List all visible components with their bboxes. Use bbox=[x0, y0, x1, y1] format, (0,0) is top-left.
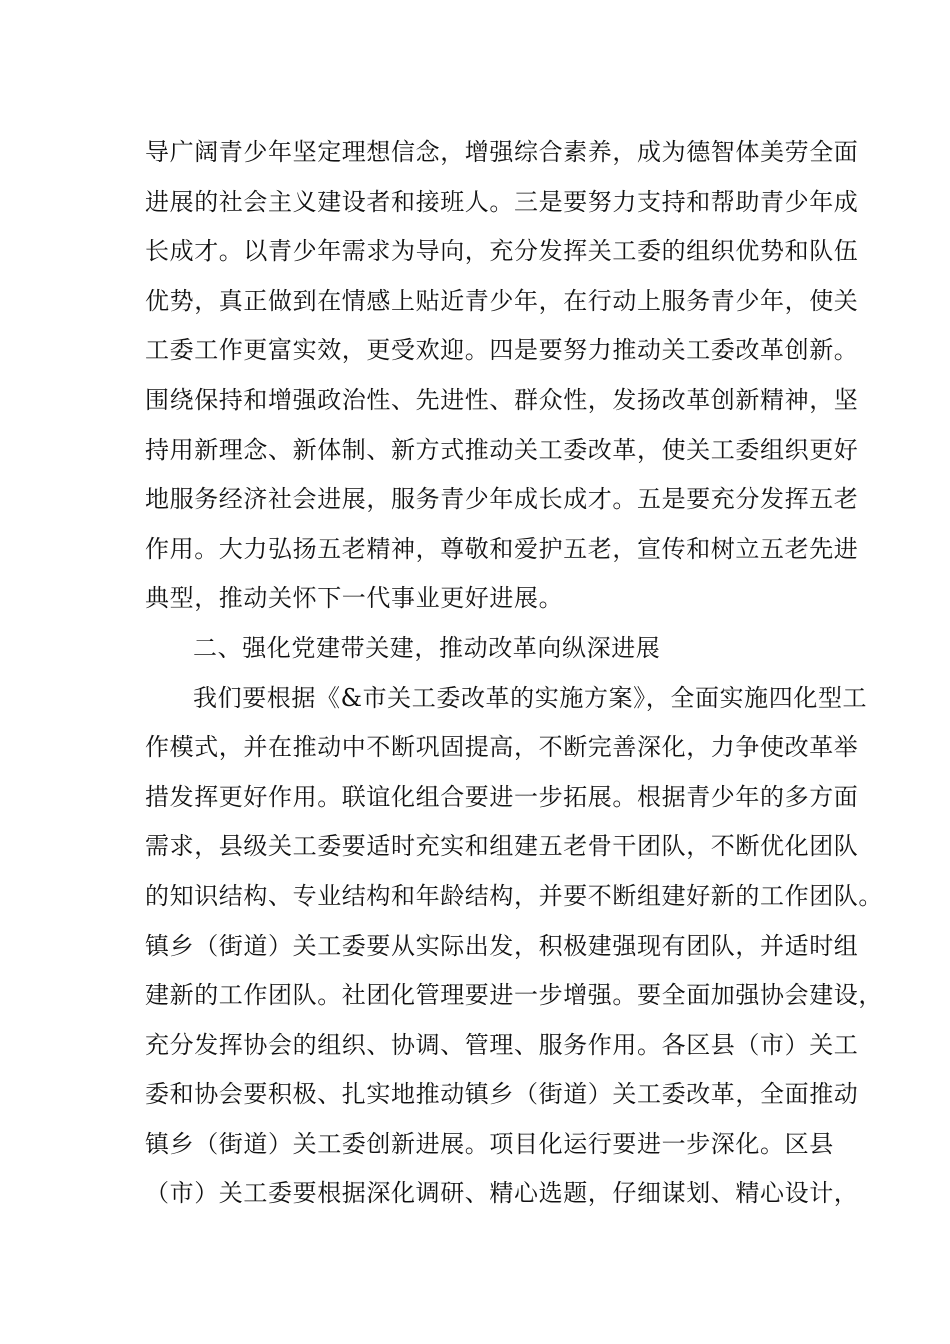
body-line: 建新的工作团队。社团化管理要进一步增强。要全面加强协会建设， bbox=[145, 981, 883, 1010]
body-line: 进展的社会主义建设者和接班人。三是要努力支持和帮助青少年成 bbox=[145, 187, 859, 216]
body-line: 持用新理念、新体制、新方式推动关工委改革，使关工委组织更好 bbox=[145, 435, 859, 464]
body-line: 镇乡（街道）关工委要从实际出发，积极建强现有团队，并适时组 bbox=[145, 931, 859, 960]
body-line: 典型，推动关怀下一代事业更好进展。 bbox=[145, 584, 564, 613]
body-line: 的知识结构、专业结构和年龄结构，并要不断组建好新的工作团队。 bbox=[145, 881, 883, 910]
body-line: 充分发挥协会的组织、协调、管理、服务作用。各区县（市）关工 bbox=[145, 1030, 859, 1059]
body-line: 作用。大力弘扬五老精神，尊敬和爱护五老，宣传和树立五老先进 bbox=[145, 534, 859, 563]
body-line: 工委工作更富实效，更受欢迎。四是要努力推动关工委改革创新。 bbox=[145, 336, 859, 365]
body-line: 镇乡（街道）关工委创新进展。项目化运行要进一步深化。区县 bbox=[145, 1129, 834, 1158]
body-line: 地服务经济社会进展，服务青少年成长成才。五是要充分发挥五老 bbox=[145, 485, 859, 514]
body-line: 导广阔青少年坚定理想信念，增强综合素养，成为德智体美劳全面 bbox=[145, 138, 859, 166]
body-line: 长成才。以青少年需求为导向，充分发挥关工委的组织优势和队伍 bbox=[145, 237, 859, 266]
paragraph-first-line: 我们要根据《&市关工委改革的实施方案》，全面实施四化型工 bbox=[193, 683, 868, 712]
body-line: 作模式，并在推动中不断巩固提高，不断完善深化，力争使改革举 bbox=[145, 733, 859, 762]
section-heading: 二、强化党建带关建，推动改革向纵深进展 bbox=[193, 633, 661, 662]
body-line: 优势，真正做到在情感上贴近青少年，在行动上服务青少年，使关 bbox=[145, 286, 859, 315]
body-line: 措发挥更好作用。联谊化组合要进一步拓展。根据青少年的多方面 bbox=[145, 782, 859, 811]
body-line: 委和协会要积极、扎实地推动镇乡（街道）关工委改革，全面推动 bbox=[145, 1080, 859, 1109]
body-line: （市）关工委要根据深化调研、精心选题，仔细谋划、精心设计， bbox=[145, 1179, 859, 1208]
body-line: 围绕保持和增强政治性、先进性、群众性，发扬改革创新精神，坚 bbox=[145, 385, 859, 414]
document-body bbox=[145, 128, 883, 1219]
body-line: 需求，县级关工委要适时充实和组建五老骨干团队，不断优化团队 bbox=[145, 832, 859, 861]
